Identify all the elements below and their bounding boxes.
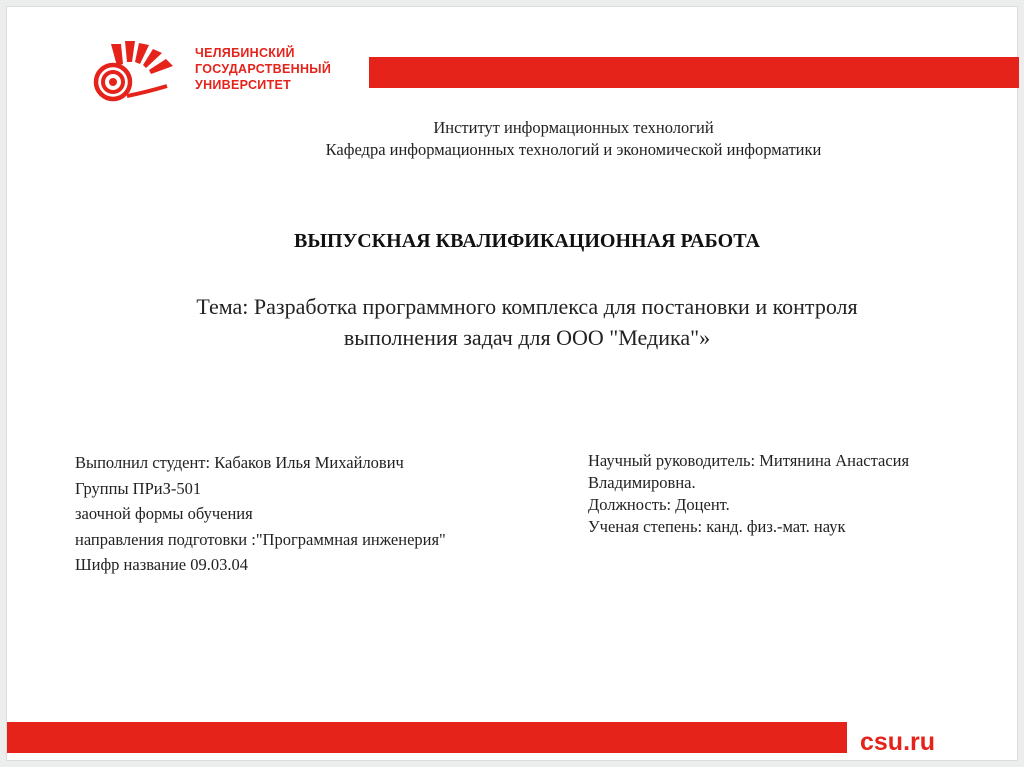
student-group: Группы ПРиЗ-501 [75, 478, 202, 498]
work-title: ВЫПУСКНАЯ КВАЛИФИКАЦИОННАЯ РАБОТА [294, 230, 760, 252]
advisor-degree: Ученая степень: канд. физ.-мат. наук [588, 517, 846, 536]
student-program: направления подготовки :"Программная инженерия" [75, 529, 446, 549]
advisor-info [588, 450, 1008, 538]
department-name: Кафедра информационных технологий и экономической информатики [325, 140, 822, 159]
work-topic [7, 291, 1024, 353]
header-institute [7, 117, 1024, 161]
student-info [75, 450, 565, 578]
university-name-line-3: УНИВЕРСИТЕТ [195, 78, 292, 92]
site-link[interactable]: csu.ru [860, 728, 936, 756]
advisor-name: Научный руководитель: Митянина Анастасия [588, 451, 910, 470]
footer-accent-bar [7, 722, 847, 753]
student-program-code: Шифр название 09.03.04 [75, 555, 248, 574]
slide [6, 6, 1018, 761]
advisor-name-cont: Владимировна. [588, 473, 696, 492]
advisor-position: Должность: Доцент. [588, 495, 730, 514]
header-accent-bar [369, 57, 1019, 88]
university-name [195, 45, 331, 93]
student-name: Выполнил студент: Кабаков Илья Михайлович [75, 453, 404, 472]
university-name-line-1: ЧЕЛЯБИНСКИЙ [195, 46, 295, 60]
university-emblem-icon [89, 40, 187, 102]
institute-name: Институт информационных технологий [433, 118, 714, 137]
topic-line-2: выполнения задач для ООО "Медика"» [343, 325, 711, 350]
topic-line-1: Тема: Разработка программного комплекса для постановки и контроля [196, 294, 858, 319]
university-name-line-2: ГОСУДАРСТВЕННЫЙ [195, 62, 332, 76]
student-study-form: заочной формы обучения [75, 504, 253, 523]
